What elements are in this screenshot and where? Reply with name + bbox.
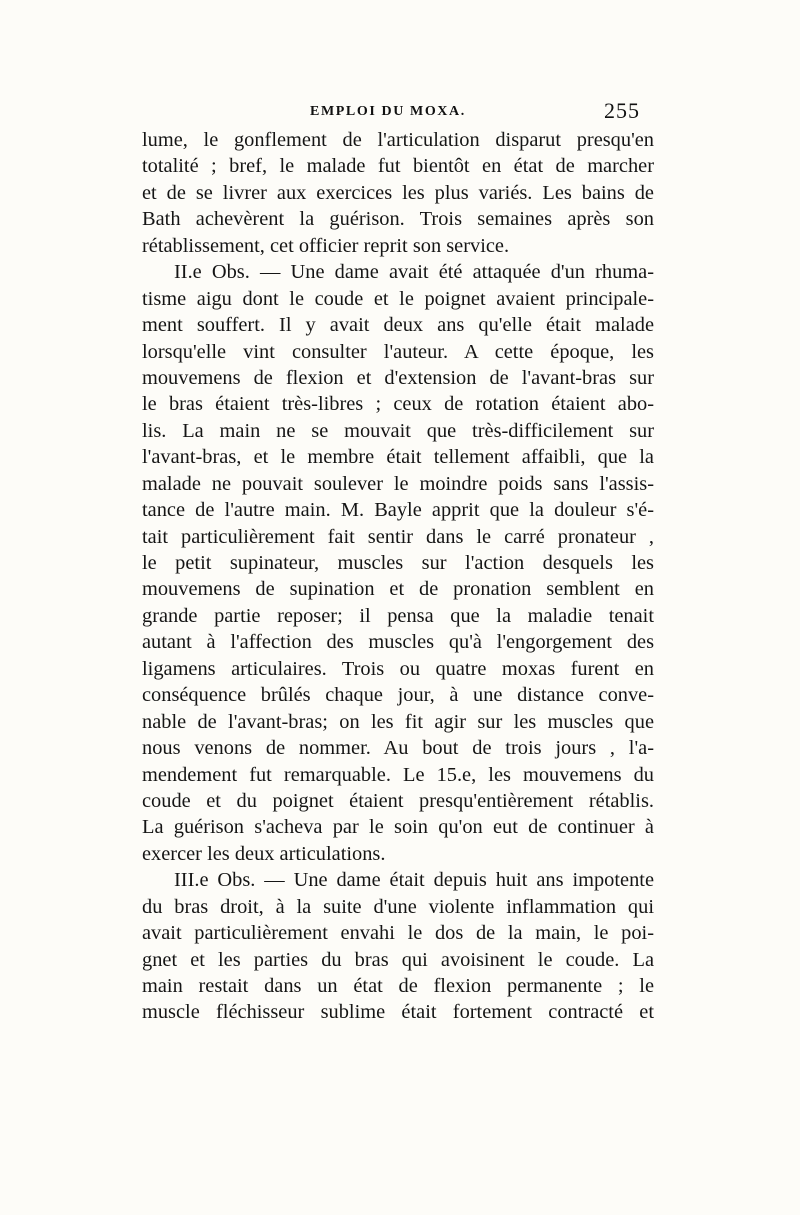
text-line: avait particulièrement envahi le dos de la main, le poi- (142, 922, 654, 945)
text-line: totalité ; bref, le malade fut bientôt en état de marcher (142, 155, 654, 178)
text-line: le petit supinateur, muscles sur l'action desquels les (142, 552, 654, 574)
running-title: EMPLOI DU MOXA. (310, 104, 466, 119)
text-line: tance de l'autre main. M. Bayle apprit que la douleur s'é- (142, 499, 654, 522)
text-line: ment souffert. Il y avait deux ans qu'elle était malade (142, 314, 654, 337)
text-line: du bras droit, à la suite d'une violente inflammation qui (142, 895, 654, 918)
text-line: lume, le gonflement de l'articulation disparut presqu'en (142, 129, 654, 151)
text-line: ligamens articulaires. Trois ou quatre moxas furent en (142, 657, 654, 680)
page-header (0, 100, 800, 130)
text-line: mendement fut remarquable. Le 15.e, les mouvemens du (142, 763, 654, 786)
text-line: mouvemens de supination et de pronation semblent en (142, 578, 654, 601)
text-line: lis. La main ne se mouvait que très-difficilement sur (142, 419, 654, 442)
text-line: main restait dans un état de flexion permanente ; le (142, 975, 654, 997)
text-line: rétablissement, cet officier reprit son service. (142, 234, 510, 257)
page-number: 255 (604, 98, 640, 123)
body-text (142, 127, 654, 1026)
text-line: tait particulièrement fait sentir dans le carré pronateur , (142, 525, 654, 548)
text-line: malade ne pouvait soulever le moindre poids sans l'assis- (142, 472, 654, 495)
text-line: Bath achevèrent la guérison. Trois semaines après son (142, 208, 654, 231)
text-line: exercer les deux articulations. (142, 842, 386, 865)
text-line: conséquence brûlés chaque jour, à une distance conve- (142, 684, 654, 707)
text-line: grande partie reposer; il pensa que la maladie tenait (142, 604, 654, 627)
text-line: le bras étaient très-libres ; ceux de rotation étaient abo- (142, 393, 654, 416)
text-line: l'avant-bras, et le membre était tellement affaibli, que la (142, 446, 654, 469)
text-line: nous venons de nommer. Au bout de trois jours , l'a- (142, 737, 654, 760)
text-line: et de se livrer aux exercices les plus variés. Les bains de (142, 181, 654, 204)
text-line: gnet et les parties du bras qui avoisinent le coude. La (142, 948, 654, 971)
text-line: lorsqu'elle vint consulter l'auteur. A cette époque, les (142, 340, 654, 363)
text-line: autant à l'affection des muscles qu'à l'engorgement des (142, 631, 654, 654)
text-line: nable de l'avant-bras; on les fit agir sur les muscles que (142, 710, 654, 733)
text-line: muscle fléchisseur sublime était fortement contracté et (142, 1001, 654, 1024)
text-line: III.e Obs. — Une dame était depuis huit ans impotente (174, 869, 654, 892)
text-line: coude et du poignet étaient presqu'entièrement rétablis. (142, 789, 654, 812)
text-line: II.e Obs. — Une dame avait été attaquée d'un rhuma- (174, 261, 654, 284)
text-line: mouvemens de flexion et d'extension de l'avant-bras sur (142, 366, 654, 389)
text-line: tisme aigu dont le coude et le poignet avaient principale- (142, 287, 654, 310)
text-line: La guérison s'acheva par le soin qu'on eut de continuer à (142, 816, 654, 839)
